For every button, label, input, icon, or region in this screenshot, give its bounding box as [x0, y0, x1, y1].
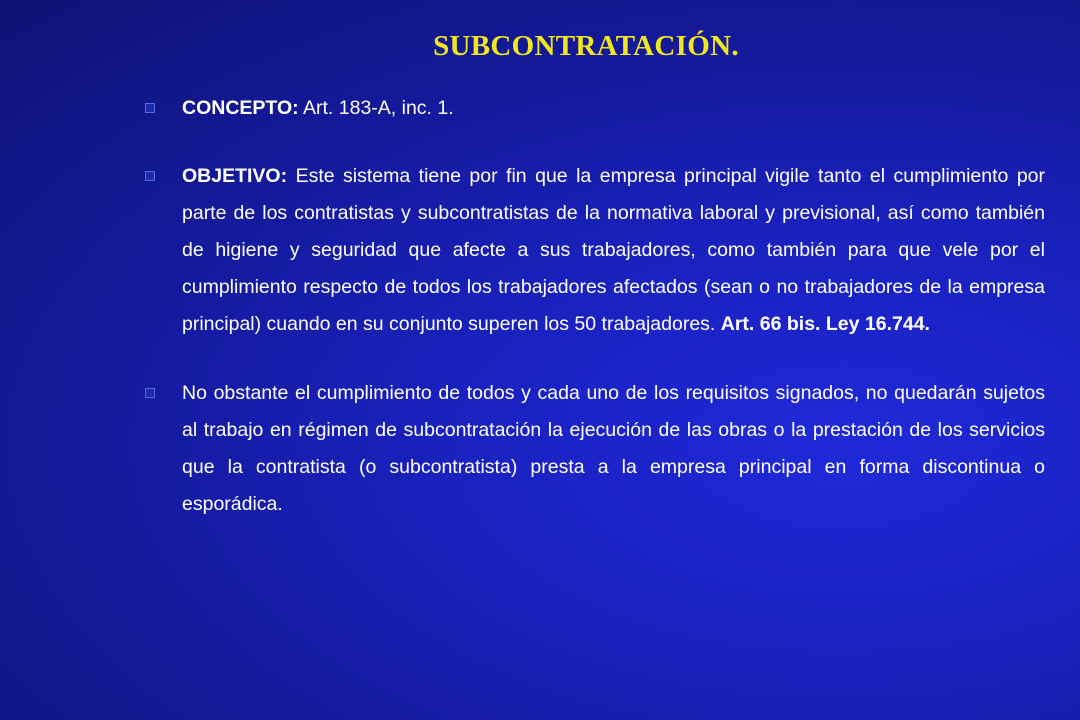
objetivo-text: Este sistema tiene por fin que la empresa principal vigile tanto el cumplimiento por parte de los contratistas y subcontratistas de la normativa laboral y previsional, así como también de higiene y seguridad que afecte a sus trabajadores, como también para que vele por el cumplimiento respecto de todos los trabajadores afectados (sean o no trabajadores de la empresa principal) cuando en su conjunto superen los 50 trabajadores. [182, 165, 1045, 335]
concepto-text: Art. 183-A, inc. 1. [298, 97, 454, 119]
square-bullet-icon [145, 103, 155, 113]
square-bullet-icon [145, 171, 155, 181]
bullet-concepto [145, 90, 1045, 127]
bullet-list [145, 90, 1045, 523]
objetivo-reference: Art. 66 bis. Ley 16.744. [720, 313, 930, 335]
objetivo-label: OBJETIVO: [182, 165, 288, 187]
bullet-no-obstante [145, 375, 1045, 523]
slide-title: SUBCONTRATACIÓN. [433, 30, 739, 62]
square-bullet-icon [145, 388, 155, 398]
concepto-label: CONCEPTO: [182, 97, 299, 119]
bullet-objetivo [145, 158, 1045, 343]
no-obstante-text: No obstante el cumplimiento de todos y cada uno de los requisitos signados, no quedarán sujetos al trabajo en régimen de subcontratación la ejecución de las obras o la prestación de los servicios que la contratista (o subcontratista) presta a la empresa principal en forma discontinua o esporádica. [182, 382, 1045, 515]
